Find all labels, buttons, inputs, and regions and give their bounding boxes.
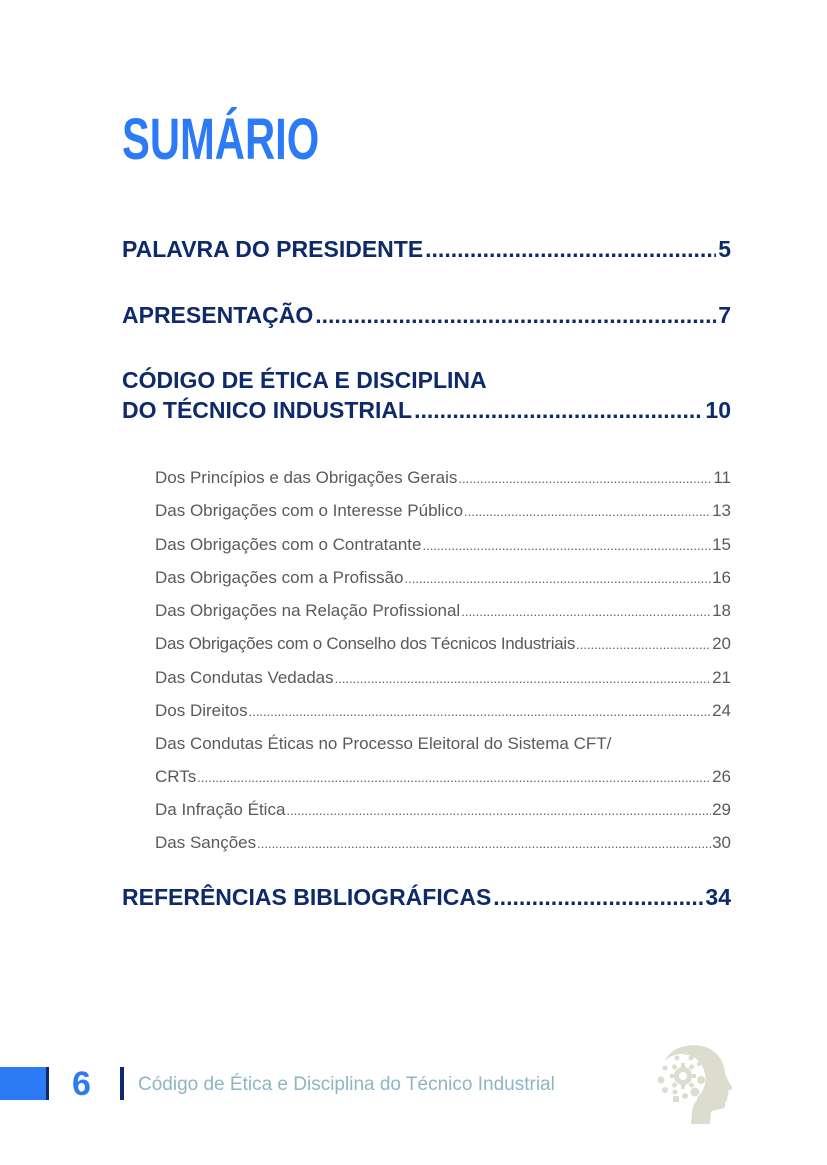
toc-subentry-label-line1: Das Condutas Éticas no Processo Eleitoral do Sistema CFT/: [155, 734, 612, 754]
dot-leader: [425, 234, 716, 264]
toc-subentry[interactable]: [155, 728, 731, 794]
toc-subentry-label: CRTs: [155, 766, 197, 786]
toc-entry-label-line1: CÓDIGO DE ÉTICA E DISCIPLINA: [122, 367, 487, 393]
toc-page-number: 18: [712, 601, 731, 621]
toc-subentry-label: Das Condutas Vedadas: [155, 667, 334, 687]
toc-entry-label: APRESENTAÇÃO: [122, 302, 314, 328]
page-title: SUMÁRIO: [122, 107, 320, 172]
toc-subentry-label: Das Obrigações com o Contratante: [155, 534, 422, 554]
toc-subentry[interactable]: [155, 695, 731, 728]
dot-leader: [257, 828, 711, 860]
dot-leader: [493, 882, 703, 912]
toc-page-number: 34: [705, 884, 731, 910]
toc-subentry[interactable]: [155, 462, 731, 495]
toc-page-number: 7: [718, 302, 731, 328]
toc-entry-palavra-do-presidente[interactable]: [122, 234, 731, 264]
dot-leader: [197, 762, 711, 794]
toc-entry-apresentacao[interactable]: [122, 300, 731, 330]
toc-entry-label: DO TÉCNICO INDUSTRIAL: [122, 397, 413, 423]
toc-subentry-label: Da Infração Ética: [155, 799, 286, 819]
toc-subentry-label: Das Obrigações na Relação Profissional: [155, 601, 461, 621]
toc-subentry-label: Dos Direitos: [155, 701, 248, 721]
toc-entry-label: PALAVRA DO PRESIDENTE: [122, 236, 424, 262]
toc-page-number: 11: [713, 468, 731, 487]
toc-page-number: 20: [712, 634, 731, 654]
toc-subentry-label: Das Obrigações com o Interesse Público: [155, 501, 464, 521]
toc-subentry[interactable]: [155, 529, 731, 562]
footer-page-number: 6: [72, 1065, 91, 1103]
toc-subentry-label: Dos Princípios e das Obrigações Gerais: [155, 468, 458, 487]
toc-page-number: 21: [712, 667, 731, 687]
toc-page-number: 13: [712, 501, 731, 521]
toc-subentry[interactable]: [155, 628, 731, 661]
dot-leader: [414, 395, 703, 425]
toc-subsection-list: [155, 462, 731, 861]
toc-page-number: 10: [705, 397, 731, 423]
toc-subentry[interactable]: [155, 495, 731, 528]
toc-page-number: 24: [712, 701, 731, 721]
dot-leader: [422, 530, 711, 562]
toc-page-number: 26: [712, 766, 731, 786]
toc-subentry-label: Das Obrigações com a Profissão: [155, 567, 404, 587]
toc-subentry[interactable]: [155, 595, 731, 628]
footer-accent-bar: [0, 1067, 49, 1100]
toc-subentry[interactable]: [155, 794, 731, 827]
toc-subentry[interactable]: [155, 827, 731, 860]
head-gears-icon: [655, 1042, 735, 1124]
dot-leader: [249, 696, 711, 728]
toc-entry-referencias[interactable]: [122, 882, 731, 912]
toc-entry-label: REFERÊNCIAS BIBLIOGRÁFICAS: [122, 884, 492, 910]
dot-leader: [405, 563, 712, 595]
dot-leader: [335, 663, 711, 695]
dot-leader: [315, 300, 716, 330]
footer-running-title: Código de Ética e Disciplina do Técnico Industrial: [138, 1074, 555, 1095]
toc-page-number: 5: [718, 236, 731, 262]
dot-leader: [464, 496, 711, 528]
toc-subentry[interactable]: [155, 662, 731, 695]
toc-page-number: 29: [712, 799, 731, 819]
dot-leader: [461, 596, 711, 628]
toc-page-number: 15: [712, 534, 731, 554]
toc-subentry[interactable]: [155, 562, 731, 595]
footer-separator: [120, 1067, 124, 1100]
dot-leader: [576, 629, 711, 661]
toc-subentry-label: Das Sanções: [155, 833, 257, 853]
dot-leader: [458, 463, 712, 495]
toc-page-number: 30: [712, 833, 731, 853]
toc-entry-codigo-de-etica[interactable]: [122, 365, 731, 425]
toc-subentry-label: Das Obrigações com o Conselho dos Técnicos Industriais: [155, 634, 576, 654]
dot-leader: [286, 795, 711, 827]
toc-page-number: 16: [712, 567, 731, 587]
